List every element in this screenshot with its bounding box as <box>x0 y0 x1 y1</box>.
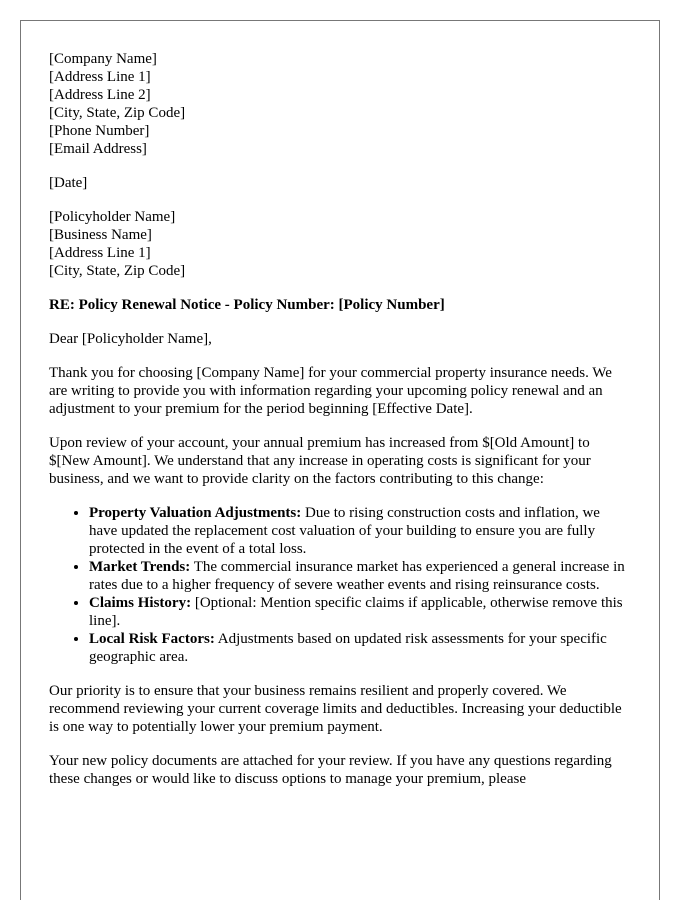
sender-address-line-1: [Address Line 1] <box>49 69 151 85</box>
sender-company-name: [Company Name] <box>49 51 157 67</box>
factor-text: Due to rising construction costs and inflation, we have updated the replacement cost valuation of your building to ensure you are fully protected in the event of a total loss. <box>89 505 600 557</box>
recipient-city-state-zip: [City, State, Zip Code] <box>49 263 186 279</box>
sender-phone: [Phone Number] <box>49 123 150 139</box>
factor-text: [Optional: Mention specific claims if applicable, otherwise remove this line]. <box>89 595 623 629</box>
list-item <box>89 504 631 558</box>
recipient-name: [Policyholder Name] <box>49 209 176 225</box>
sender-address-line-2: [Address Line 2] <box>49 87 151 103</box>
date-block <box>49 174 631 192</box>
factor-text: The commercial insurance market has experienced a general increase in rates due to a higher frequency of severe weather events and rising reinsurance costs. <box>89 559 625 593</box>
factor-text: Adjustments based on updated risk assessments for your specific geographic area. <box>89 631 607 665</box>
letter-viewport[interactable] <box>21 21 659 806</box>
factor-title: Market Trends: <box>89 559 191 575</box>
recipient-address-line-1: [Address Line 1] <box>49 245 151 261</box>
sender-email: [Email Address] <box>49 141 147 157</box>
sender-block <box>49 50 631 158</box>
closing-paragraph: Your new policy documents are attached for your review. If you have any questions regarding these changes or would like to discuss options to manage your premium, please <box>49 753 612 787</box>
list-item <box>89 558 631 594</box>
salutation: Dear [Policyholder Name], <box>49 331 212 347</box>
list-item <box>89 630 631 666</box>
recipient-business: [Business Name] <box>49 227 152 243</box>
list-item <box>89 594 631 630</box>
letter-date: [Date] <box>49 175 88 191</box>
subject-text: RE: Policy Renewal Notice - Policy Number: [Policy Number] <box>49 297 445 313</box>
factor-title: Property Valuation Adjustments: <box>89 505 302 521</box>
factor-title: Local Risk Factors: <box>89 631 215 647</box>
increase-paragraph: Upon review of your account, your annual premium has increased from $[Old Amount] to $[New Amount]. We understand that any increase in operating costs is significant for your business, and we want to provide clarity on the factors contributing to this change: <box>49 435 591 487</box>
factor-title: Claims History: <box>89 595 192 611</box>
subject-line <box>49 296 631 314</box>
sender-city-state-zip: [City, State, Zip Code] <box>49 105 186 121</box>
intro-paragraph: Thank you for choosing [Company Name] for your commercial property insurance needs. We are writing to provide you with information regarding your upcoming policy renewal and an adjustment to your premium for the period beginning [Effective Date]. <box>49 365 612 417</box>
recipient-block <box>49 208 631 280</box>
factors-list <box>49 504 631 666</box>
priority-paragraph: Our priority is to ensure that your business remains resilient and properly covered. We recommend reviewing your current coverage limits and deductibles. Increasing your deductible is one way to potentially lower your premium payment. <box>49 683 622 735</box>
letter-page <box>20 20 660 900</box>
letter-body <box>21 21 659 788</box>
